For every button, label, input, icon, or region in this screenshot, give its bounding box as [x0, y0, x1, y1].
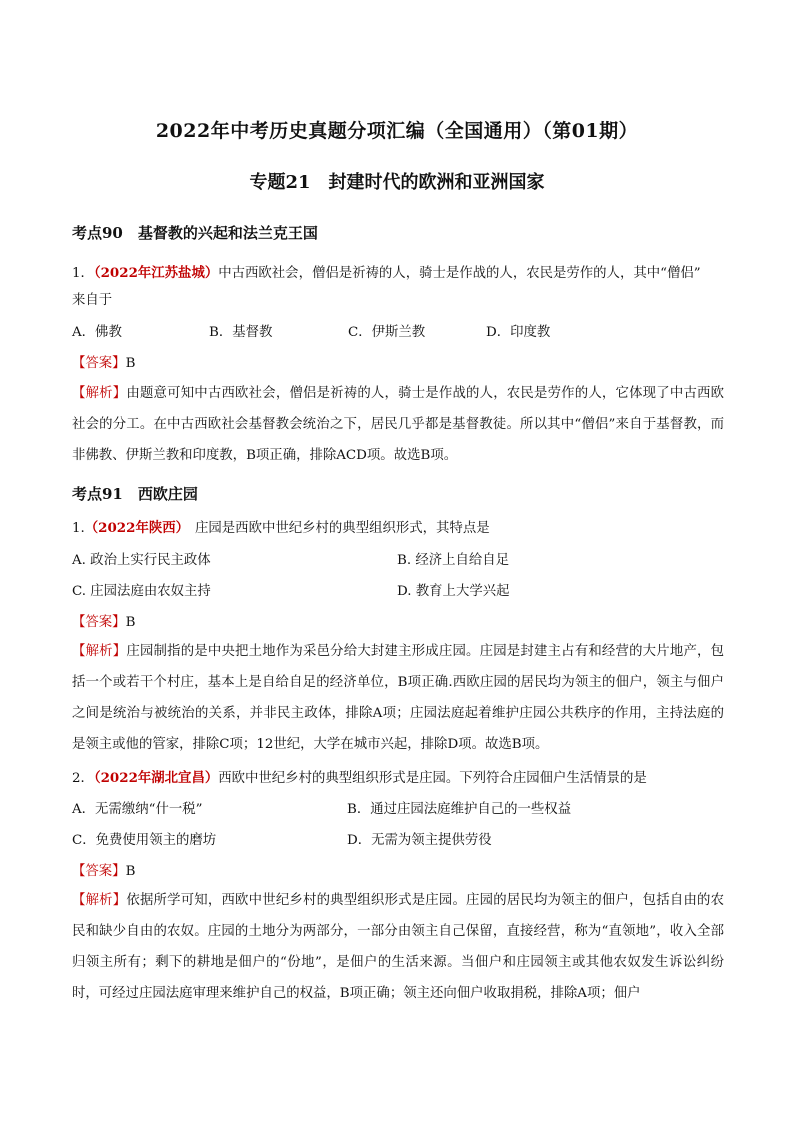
- answer-value: B: [125, 356, 136, 371]
- question-number: 1.: [72, 521, 85, 536]
- option-row: [72, 321, 724, 343]
- option-c: C．免费使用领主的磨坊: [72, 833, 217, 848]
- answer-tag: 【答案】: [72, 356, 126, 371]
- question-stem-text: 庄园是西欧中世纪乡村的典型组织形式，其特点是: [195, 521, 490, 536]
- question-stem: [72, 767, 724, 789]
- option-c: C．伊斯兰教: [348, 325, 426, 340]
- question-stem-text: 中古西欧社会，僧侣是祈祷的人，骑士是作战的人，农民是劳作的人，其中“僧侣”: [218, 266, 701, 281]
- option-row: [72, 829, 724, 851]
- analysis-paragraph: [72, 378, 724, 471]
- answer-line: [72, 611, 724, 633]
- question-stem: [72, 517, 724, 539]
- option-a: A．佛教: [72, 325, 122, 340]
- question-source: （2022年陕西）: [84, 520, 190, 536]
- answer-line: [72, 352, 724, 374]
- option-row: [72, 549, 724, 571]
- answer-tag: 【答案】: [72, 864, 126, 879]
- question-number: 2．: [72, 771, 94, 786]
- option-b: B．基督教: [209, 325, 273, 340]
- question-number: 1．: [72, 266, 94, 281]
- answer-tag: 【答案】: [72, 615, 126, 630]
- answer-value: B: [125, 615, 136, 630]
- question-stem-cont: 来自于: [72, 293, 113, 308]
- section-heading: 考点91 西欧庄园: [72, 485, 198, 503]
- option-d: D. 教育上大学兴起: [397, 584, 510, 599]
- option-a: A. 政治上实行民主政体: [72, 553, 211, 568]
- question-stem: [72, 262, 724, 284]
- document-title: 2022年中考历史真题分项汇编（全国通用）（第01期）: [155, 120, 639, 142]
- option-c: C. 庄园法庭由农奴主持: [72, 584, 211, 599]
- option-d: D．印度教: [486, 325, 551, 340]
- section-heading: 考点90 基督教的兴起和法兰克王国: [72, 224, 318, 242]
- analysis-tag: 【解析】: [72, 644, 127, 659]
- analysis-text: 由题意可知中古西欧社会，僧侣是祈祷的人，骑士是作战的人，农民是劳作的人，它体现了中古西欧社会的分工。在中古西欧社会基督教会统治之下，居民几乎都是基督教徒。所以其中“僧侣”来自于基督教，而非佛教、伊斯兰教和印度教，B项正确，排除ACD项。故选B项。: [72, 386, 725, 463]
- question-stem-text: 西欧中世纪乡村的典型组织形式是庄园。下列符合庄园佃户生活情景的是: [218, 771, 647, 786]
- analysis-tag: 【解析】: [72, 893, 127, 908]
- analysis-paragraph: [72, 885, 724, 1009]
- option-row: [72, 798, 724, 820]
- question-source: （2022年湖北宜昌）: [93, 770, 219, 786]
- option-b: B. 经济上自给自足: [397, 553, 510, 568]
- answer-line: [72, 860, 724, 882]
- option-a: A．无需缴纳“什一税”: [72, 802, 203, 817]
- analysis-text: 庄园制指的是中央把土地作为采邑分给大封建主形成庄园。庄园是封建主占有和经营的大片地产，包括一个或若干个村庄，基本上是自给自足的经济单位，B项正确.西欧庄园的居民均为领主的佃户，领主与佃户之间是统治与被统治的关系，并非民主政体，排除A项；庄园法庭起着维护庄园公共秩序的作用，主持法庭的是领主或他的管家，排除C项；12世纪，大学在城市兴起，排除D项。故选B项。: [72, 644, 725, 752]
- question-source: （2022年江苏盐城）: [93, 265, 219, 281]
- option-d: D．无需为领主提供劳役: [347, 833, 492, 848]
- analysis-text: 依据所学可知，西欧中世纪乡村的典型组织形式是庄园。庄园的居民均为领主的佃户，包括自由的农民和缺少自由的农奴。庄园的土地分为两部分，一部分由领主自己保留，直接经营，称为“直领地”，收入全部归领主所有；剩下的耕地是佃户的“份地”，是佃户的生活来源。当佃户和庄园领主或其他农奴发生诉讼纠纷时，可经过庄园法庭审理来维护自己的权益，B项正确；领主还向佃户收取捐税，排除A项；佃户: [72, 893, 725, 1001]
- option-b: B．通过庄园法庭维护自己的一些权益: [347, 802, 572, 817]
- option-row: [72, 580, 724, 602]
- analysis-paragraph: [72, 636, 724, 760]
- answer-value: B: [125, 864, 136, 879]
- document-subtitle: 专题21 封建时代的欧洲和亚洲国家: [249, 172, 545, 193]
- analysis-tag: 【解析】: [72, 386, 127, 401]
